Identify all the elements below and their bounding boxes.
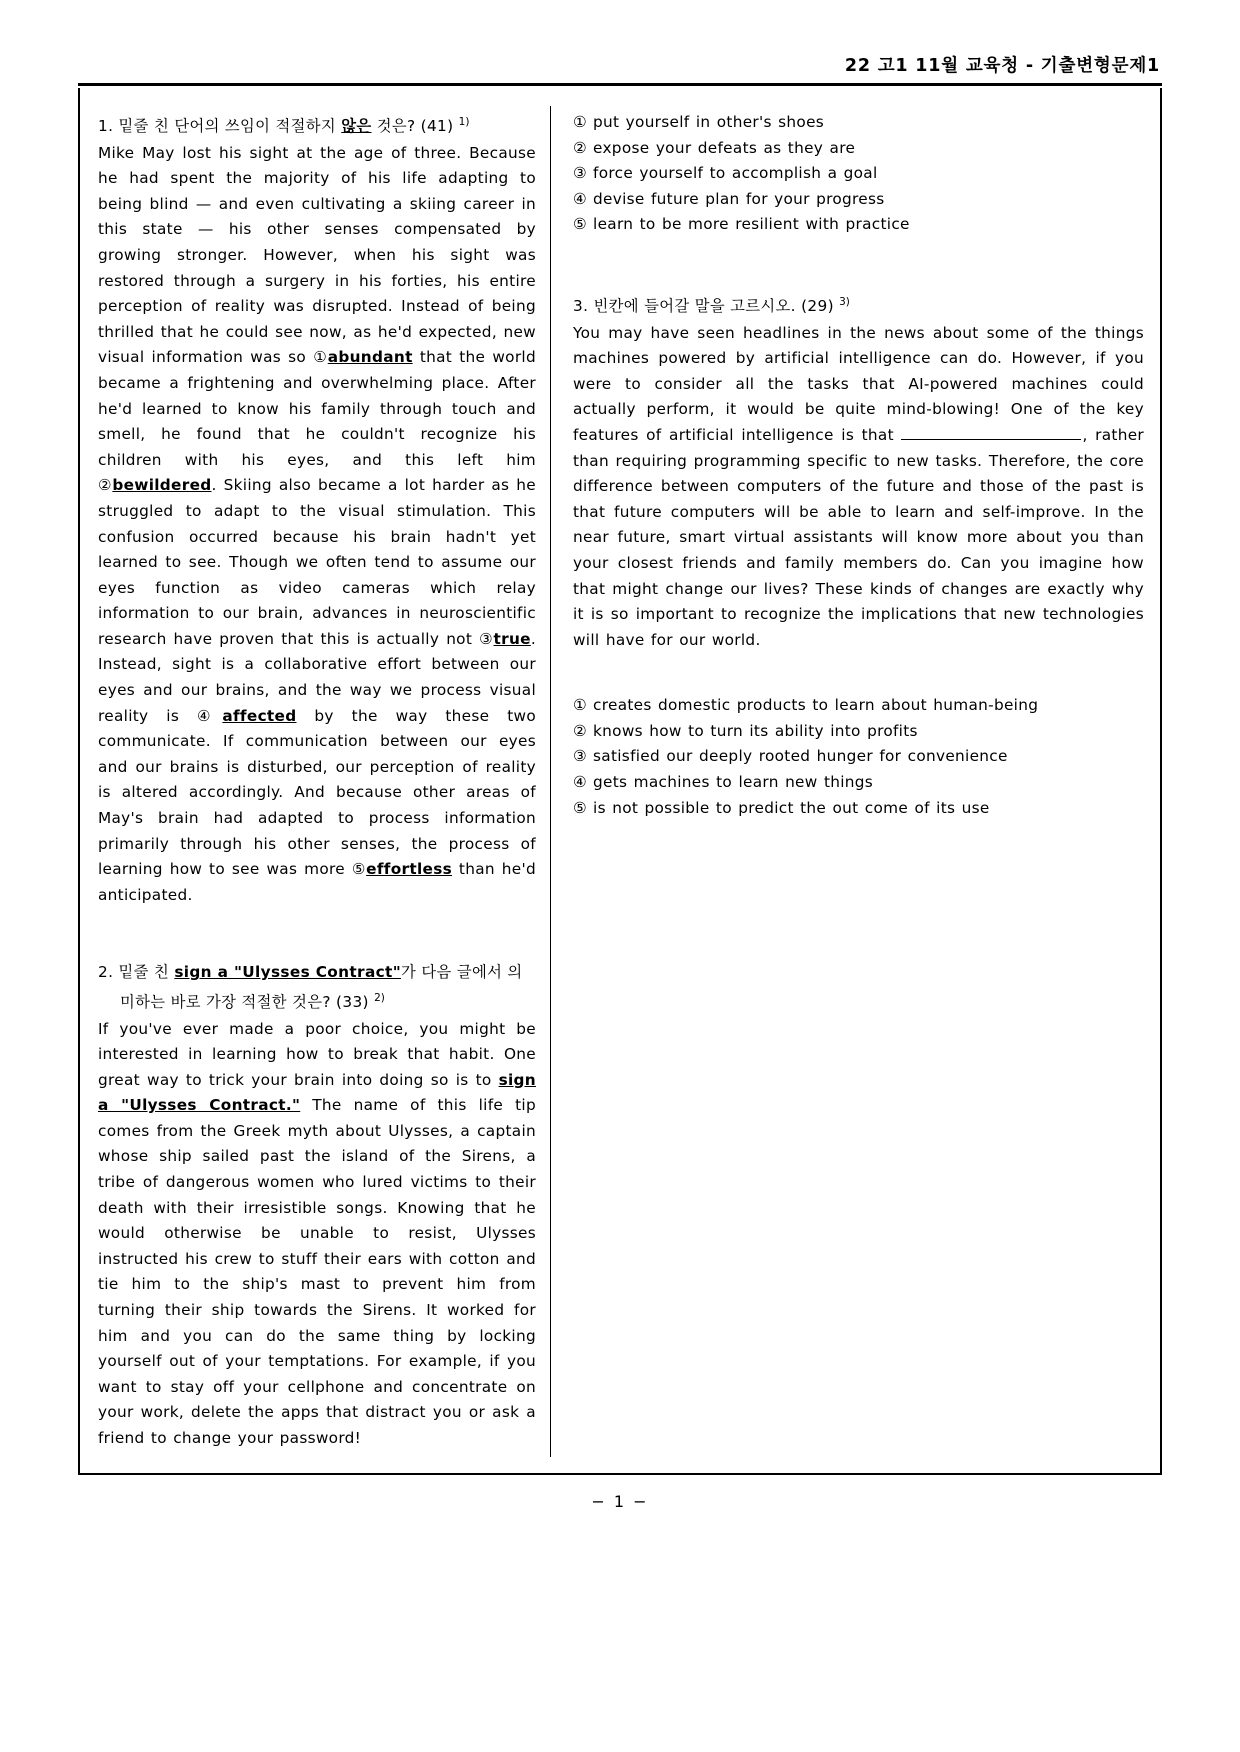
- right-column: [551, 96, 1162, 1471]
- block-spacer: [98, 908, 536, 960]
- question-2-options: [573, 110, 1144, 238]
- question-2-option-3[interactable]: [573, 161, 1144, 187]
- passage-emphasis: effortless: [366, 860, 453, 879]
- option-marker: ①: [573, 113, 588, 131]
- question-2: [98, 960, 536, 1451]
- left-column: [78, 96, 550, 1471]
- question-3-passage: [573, 321, 1144, 654]
- question-2-prompt: [98, 960, 536, 1015]
- option-marker: ④: [573, 773, 588, 792]
- option-marker: ④: [197, 706, 223, 725]
- option-marker: ③: [479, 629, 494, 648]
- page-footer: [0, 1492, 1240, 1511]
- question-2-prompt-emphasis: sign a "Ulysses Contract": [174, 963, 402, 982]
- option-text: devise future plan for your progress: [593, 189, 885, 208]
- question-1-prompt-emphasis: 않은: [341, 117, 372, 136]
- two-column-layout: [78, 96, 1162, 1471]
- page-number: − 1 −: [591, 1492, 649, 1511]
- question-2-number: 2.: [98, 963, 114, 982]
- passage-emphasis: sign a "Ulysses Contract.": [98, 1070, 536, 1115]
- option-marker: ②: [573, 721, 588, 740]
- question-1: [98, 110, 536, 908]
- question-3-prompt: [573, 290, 1144, 320]
- option-text: expose your defeats as they are: [593, 138, 856, 157]
- passage-text: If you've ever made a poor choice, you might be interested in learning how to break that habit. One great way to trick your brain into doing so is to: [98, 1019, 536, 1089]
- option-marker: ①: [573, 696, 588, 715]
- question-3-option-1[interactable]: [573, 693, 1144, 719]
- question-2-option-2[interactable]: [573, 136, 1144, 162]
- question-3-prompt-pre: 빈칸에 들어갈 말을 고르시오. (29): [593, 297, 834, 316]
- question-3: [573, 290, 1144, 653]
- question-2-option-1[interactable]: [573, 110, 1144, 136]
- passage-text: . Skiing also became a lot harder as he struggled to adapt to the visual stimulation. This confusion occurred because his brain hadn't yet learned to see. Though we often tend to assume our eyes function as video cameras which relay information to our brain, advances in neuroscientific research have proven that this is actually not: [98, 476, 536, 648]
- answer-blank: [901, 426, 1081, 440]
- question-3-option-5[interactable]: [573, 796, 1144, 822]
- passage-text: that the world became a frightening and overwhelming place. After he'd learned to know his family through touch and smell, he found that he couldn't recognize his children with his eyes, and this left him: [98, 348, 536, 469]
- question-2-prompt-pre: 밑줄 친: [118, 963, 175, 982]
- question-3-option-3[interactable]: [573, 744, 1144, 770]
- question-1-passage: [98, 141, 536, 909]
- option-text: satisfied our deeply rooted hunger for convenience: [593, 747, 1008, 766]
- passage-text: . Instead, sight is a collaborative effort between our eyes and our brains, and the way we process visual reality is: [98, 629, 537, 725]
- passage-text: than he'd anticipated.: [98, 860, 536, 904]
- question-3-passage-before-blank: You may have seen headlines in the news about some of the things machines powered by artificial intelligence can do. However, if you were to consider all the tasks that AI-powered machines could actually perform, it would be quite mind-blowing! One of the key features of artificial intelligence is that: [573, 323, 1144, 444]
- header-rule: [78, 83, 1162, 86]
- option-text: knows how to turn its ability into profits: [593, 721, 918, 740]
- option-marker: ⑤: [573, 798, 588, 817]
- question-3-number: 3.: [573, 297, 589, 316]
- passage-text: Mike May lost his sight at the age of three. Because he had spent the majority of his life adapting to being blind — and even cultivating a skiing career in this state — his other senses compensated by growing stronger. However, when his sight was restored through a surgery in his forties, his entire perception of reality was disrupted. Instead of being thrilled that he could see now, as he'd expected, new visual information was so: [98, 143, 536, 367]
- option-text: put yourself in other's shoes: [593, 113, 825, 131]
- question-3-passage-after-blank: , rather than requiring programming specific to new tasks. Therefore, the core difference between computers of the future and those of the past is that future computers will be able to learn and self-improve. In the near future, smart virtual assistants will know more about you than your closest friends and family members do. Can you imagine how that might change our lives? These kinds of changes are exactly why it is so important to recognize the implications that new technologies will have for our world.: [573, 425, 1144, 649]
- question-2-prompt-post: 가 다음 글에서 의미하는 바로 가장 적절한 것은? (33): [120, 963, 523, 1011]
- question-2-option-5[interactable]: [573, 212, 1144, 238]
- option-marker: ①: [313, 348, 328, 367]
- passage-emphasis: abundant: [327, 348, 413, 367]
- option-marker: ②: [98, 476, 113, 495]
- option-text: creates domestic products to learn about human-being: [593, 696, 1039, 715]
- option-text: learn to be more resilient with practice: [593, 215, 910, 234]
- passage-emphasis: bewildered: [112, 476, 212, 495]
- question-2-footnote: 2): [374, 991, 385, 1004]
- option-marker: ②: [573, 138, 588, 157]
- option-text: force yourself to accomplish a goal: [593, 164, 878, 183]
- option-text: gets machines to learn new things: [593, 773, 874, 792]
- option-marker: ④: [573, 189, 588, 208]
- passage-text: The name of this life tip comes from the Greek myth about Ulysses, a captain whose ship sailed past the island of the Sirens, a tribe of dangerous women who lured victims to their death with their irresistible songs. Knowing that he would otherwise be unable to resist, Ulysses instructed his crew to stuff their ears with cotton and tie him to the ship's mast to prevent him from turning their ship towards the Sirens. It worked for him and you can do the same thing by locking yourself out of your temptations. For example, if you want to stay off your cellphone and concentrate on your work, delete the apps that distract you or ask a friend to change your password!: [98, 1096, 536, 1447]
- option-marker: ③: [573, 164, 588, 183]
- passage-emphasis: affected: [222, 706, 297, 725]
- question-1-prompt: [98, 110, 536, 140]
- header-title: 22 고1 11월 교육청 - 기출변형문제1: [844, 56, 1160, 76]
- option-text: is not possible to predict the out come of its use: [593, 798, 990, 817]
- question-1-prompt-post: 것은? (41): [371, 117, 454, 136]
- option-marker: ③: [573, 747, 588, 766]
- question-3-option-2[interactable]: [573, 719, 1144, 745]
- question-1-number: 1.: [98, 117, 114, 136]
- page-header: [78, 52, 1162, 77]
- question-3-options: [573, 693, 1144, 821]
- block-spacer: [573, 653, 1144, 693]
- block-spacer: [573, 238, 1144, 290]
- question-3-option-4[interactable]: [573, 770, 1144, 796]
- question-2-passage: [98, 1017, 536, 1452]
- option-marker: ⑤: [351, 860, 367, 879]
- option-marker: ⑤: [573, 215, 588, 234]
- passage-text: by the way these two communicate. If communication between our eyes and our brains is disturbed, our perception of reality is altered accordingly. And because other areas of May's brain had adapted to process information primarily through his other senses, the process of learning how to see was more: [98, 706, 537, 879]
- question-3-footnote: 3): [839, 295, 850, 308]
- passage-emphasis: true: [493, 629, 531, 648]
- question-1-prompt-pre: 밑줄 친 단어의 쓰임이 적절하지: [118, 117, 342, 136]
- question-2-option-4[interactable]: [573, 187, 1144, 213]
- question-1-footnote: 1): [458, 116, 470, 128]
